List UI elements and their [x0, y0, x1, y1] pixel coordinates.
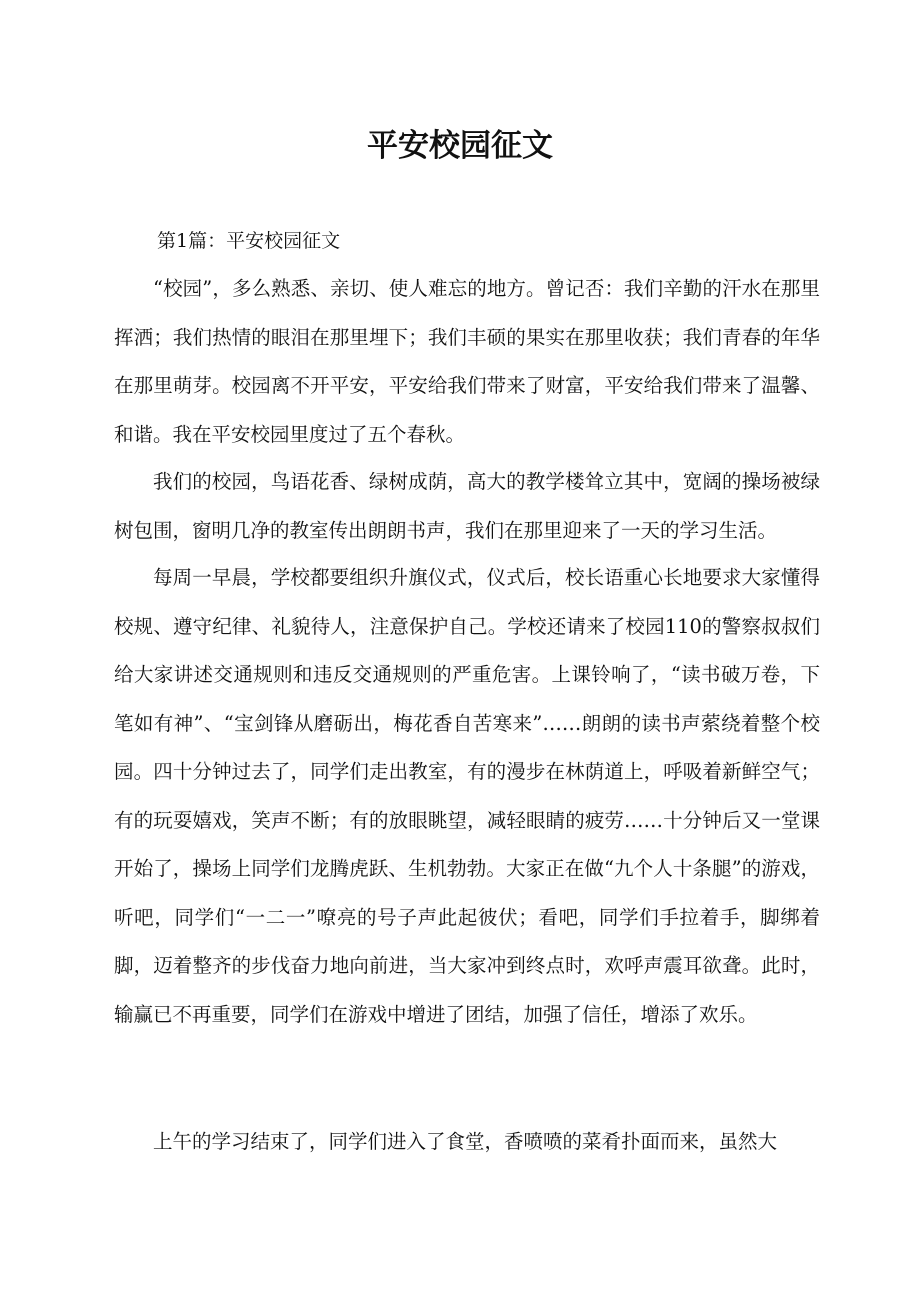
paragraph: 每周一早晨，学校都要组织升旗仪式，仪式后，校长语重心长地要求大家懂得校规、遵守纪律、礼貌待人，注意保护自己。学校还请来了校园110的警察叔叔们给大家讲述交通规则和违反交通规则的严重危害。上课铃响了，“读书破万卷，下笔如有神”、“宝剑锋从磨砺出，梅花香自苦寒来”……朗朗的读书声萦绕着整个校园。四十分钟过去了，同学们走出教室，有的漫步在林荫道上，呼吸着新鲜空气；有的玩耍嬉戏，笑声不断；有的放眼眺望，减轻眼睛的疲劳……十分钟后又一堂课开始了，操场上同学们龙腾虎跃、生机勃勃。大家正在做“九个人十条腿”的游戏，听吧，同学们“一二一”嘹亮的号子声此起彼伏；看吧，同学们手拉着手，脚绑着脚，迈着整齐的步伐奋力地向前进，当大家冲到终点时，欢呼声震耳欲聋。此时，输赢已不再重要，同学们在游戏中增进了团结，加强了信任，增添了欢乐。	[114, 566, 820, 1026]
paragraph: 我们的校园，鸟语花香、绿树成荫，高大的教学楼耸立其中，宽阔的操场被绿树包围，窗明几净的教室传出朗朗书声，我们在那里迎来了一天的学习生活。	[114, 470, 820, 542]
document-title: 平安校园征文	[367, 128, 553, 164]
paragraph: 上午的学习结束了，同学们进入了食堂，香喷喷的菜肴扑面而来，虽然大	[153, 1130, 778, 1153]
paragraph: “校园”，多么熟悉、亲切、使人难忘的地方。曾记否：我们辛勤的汗水在那里挥洒；我们热情的眼泪在那里埋下；我们丰硕的果实在那里收获；我们青春的年华在那里萌芽。校园离不开平安，平安给我们带来了财富，平安给我们带来了温馨、和谐。我在平安校园里度过了五个春秋。	[114, 277, 820, 446]
section-heading: 第1篇：平安校园征文	[157, 230, 341, 252]
